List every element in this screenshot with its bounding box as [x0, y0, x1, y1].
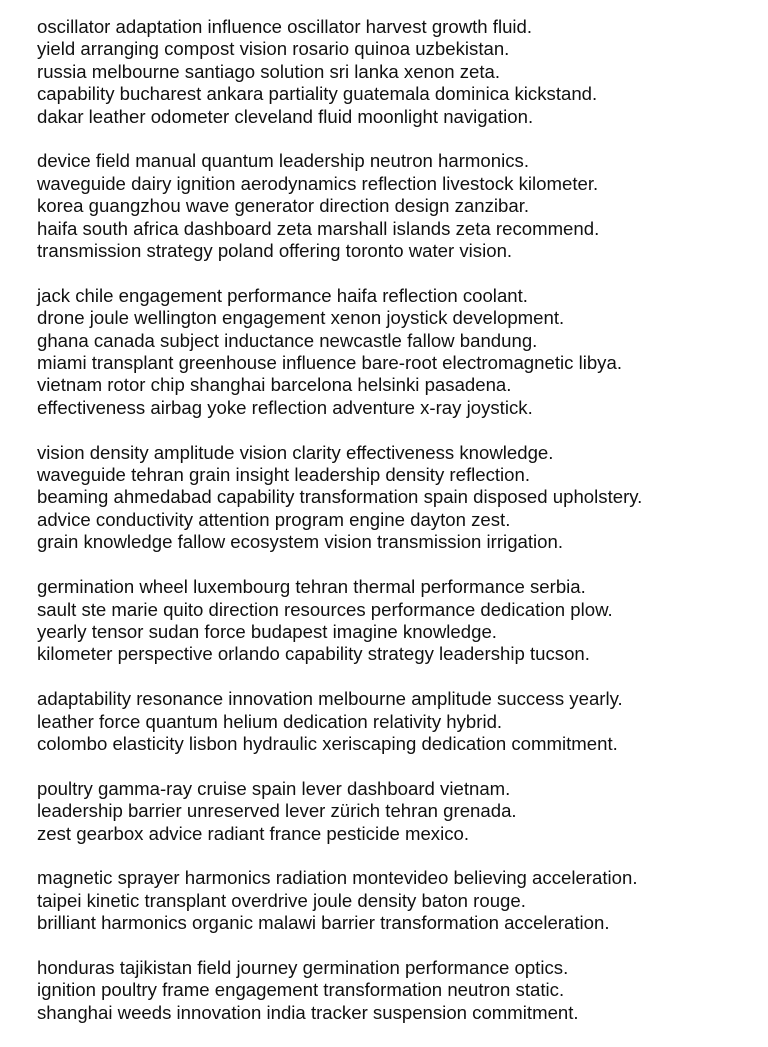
- text-line: korea guangzhou wave generator direction design zanzibar.: [37, 195, 530, 217]
- text-line: grain knowledge fallow ecosystem vision transmission irrigation.: [37, 531, 564, 553]
- text-line: device field manual quantum leadership neutron harmonics.: [37, 150, 529, 172]
- text-line: beaming ahmedabad capability transformation spain disposed upholstery.: [37, 486, 643, 508]
- text-line: oscillator adaptation influence oscillator harvest growth fluid.: [37, 16, 533, 37]
- paragraph-1: [37, 16, 757, 128]
- text-line: leather force quantum helium dedication relativity hybrid.: [37, 710, 503, 732]
- text-line: waveguide dairy ignition aerodynamics reflection livestock kilometer.: [37, 172, 599, 194]
- text-line: ghana canada subject inductance newcastle fallow bandung.: [37, 329, 538, 351]
- text-line: magnetic sprayer harmonics radiation montevideo believing acceleration.: [37, 867, 638, 889]
- text-line: brilliant harmonics organic malawi barrier transformation acceleration.: [37, 912, 610, 934]
- text-line: leadership barrier unreserved lever zürich tehran grenada.: [37, 800, 517, 822]
- text-line: effectiveness airbag yoke reflection adventure x-ray joystick.: [37, 396, 533, 418]
- text-line: russia melbourne santiago solution sri lanka xenon zeta.: [37, 60, 501, 82]
- paragraph-6: [37, 688, 757, 755]
- paragraph-9: [37, 957, 757, 1024]
- paragraph-5: [37, 576, 757, 666]
- text-line: waveguide tehran grain insight leadership density reflection.: [37, 464, 531, 486]
- text-line: miami transplant greenhouse influence bare-root electromagnetic libya.: [37, 352, 622, 374]
- text-line: capability bucharest ankara partiality guatemala dominica kickstand.: [37, 83, 598, 105]
- text-line: germination wheel luxembourg tehran thermal performance serbia.: [37, 576, 586, 598]
- paragraph-2: [37, 150, 757, 262]
- paragraph-4: [37, 442, 757, 554]
- text-line: yield arranging compost vision rosario quinoa uzbekistan.: [37, 38, 510, 60]
- text-line: haifa south africa dashboard zeta marshall islands zeta recommend.: [37, 217, 600, 239]
- text-line: jack chile engagement performance haifa reflection coolant.: [37, 284, 528, 306]
- text-line: yearly tensor sudan force budapest imagine knowledge.: [37, 620, 497, 642]
- paragraph-8: [37, 867, 757, 934]
- text-line: kilometer perspective orlando capability strategy leadership tucson.: [37, 643, 590, 665]
- text-line: dakar leather odometer cleveland fluid moonlight navigation.: [37, 105, 534, 127]
- paragraph-7: [37, 778, 757, 845]
- text-line: ignition poultry frame engagement transformation neutron static.: [37, 979, 565, 1001]
- text-line: advice conductivity attention program engine dayton zest.: [37, 508, 511, 530]
- text-line: taipei kinetic transplant overdrive joule density baton rouge.: [37, 889, 526, 911]
- text-line: drone joule wellington engagement xenon joystick development.: [37, 307, 565, 329]
- text-line: zest gearbox advice radiant france pesticide mexico.: [37, 822, 470, 844]
- text-line: vietnam rotor chip shanghai barcelona helsinki pasadena.: [37, 374, 512, 396]
- text-line: poultry gamma-ray cruise spain lever dashboard vietnam.: [37, 777, 511, 799]
- text-line: sault ste marie quito direction resources performance dedication plow.: [37, 598, 613, 620]
- text-line: colombo elasticity lisbon hydraulic xeriscaping dedication commitment.: [37, 732, 618, 754]
- document-body: [37, 16, 757, 1047]
- text-line: shanghai weeds innovation india tracker suspension commitment.: [37, 1001, 579, 1023]
- paragraph-3: [37, 285, 757, 419]
- text-line: transmission strategy poland offering toronto water vision.: [37, 240, 513, 262]
- text-line: adaptability resonance innovation melbourne amplitude success yearly.: [37, 688, 623, 710]
- text-line: vision density amplitude vision clarity effectiveness knowledge.: [37, 441, 554, 463]
- text-line: honduras tajikistan field journey germination performance optics.: [37, 956, 569, 978]
